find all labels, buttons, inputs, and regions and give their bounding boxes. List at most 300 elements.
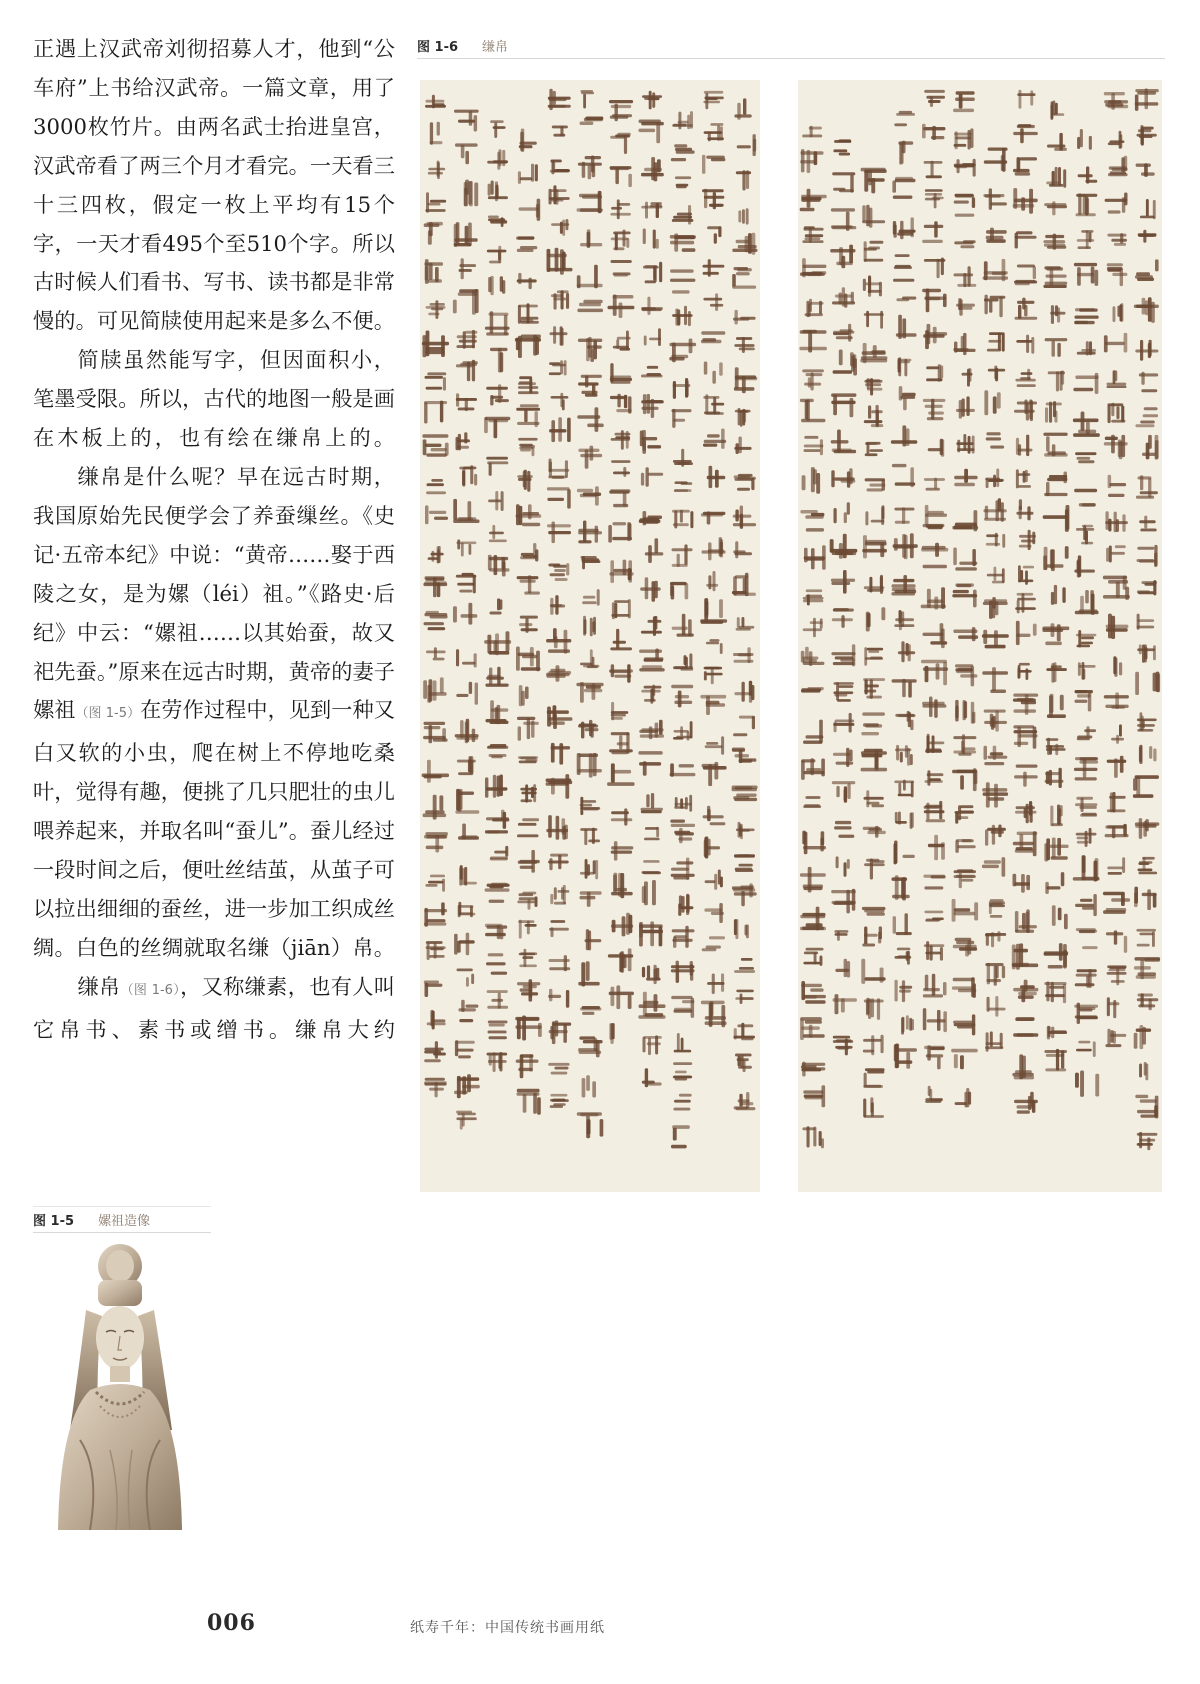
ink-glyph — [734, 958, 755, 973]
ink-glyph — [486, 384, 509, 405]
ink-glyph — [732, 748, 757, 764]
ink-glyph — [924, 1045, 945, 1069]
ink-glyph — [984, 710, 1007, 732]
ink-glyph — [704, 903, 724, 923]
ink-glyph — [1075, 690, 1094, 712]
ink-glyph — [1134, 887, 1157, 911]
ink-glyph — [424, 611, 448, 630]
ink-glyph — [582, 589, 600, 606]
ink-glyph — [609, 985, 634, 1009]
ink-glyph — [802, 126, 822, 138]
ink-glyph — [895, 980, 913, 1002]
ink-glyph — [456, 432, 471, 450]
ink-glyph — [701, 331, 725, 343]
ink-glyph — [834, 930, 848, 941]
ink-glyph — [892, 679, 917, 698]
ink-glyph — [611, 460, 630, 477]
ink-glyph — [670, 763, 696, 776]
ink-glyph — [922, 697, 946, 718]
ink-glyph — [549, 920, 569, 937]
ink-glyph — [860, 343, 887, 363]
ink-glyph — [702, 936, 725, 951]
ink-glyph — [985, 931, 1006, 947]
ink-glyph — [613, 331, 631, 351]
ink-glyph — [734, 854, 755, 872]
ink-glyph — [671, 409, 691, 428]
ink-glyph — [1051, 585, 1066, 605]
ink-glyph — [894, 1044, 917, 1069]
ink-glyph — [1107, 403, 1125, 423]
ink-glyph — [1078, 166, 1098, 183]
ink-glyph — [1018, 565, 1034, 585]
ink-glyph — [516, 504, 542, 526]
ink-glyph — [576, 682, 603, 703]
ink-glyph — [453, 499, 479, 523]
ink-glyph — [1073, 412, 1100, 437]
ink-glyph — [1103, 892, 1130, 914]
ink-glyph — [1044, 982, 1066, 1004]
figure-1-6-title: 缣帛 — [482, 40, 509, 55]
ink-glyph — [894, 254, 912, 269]
ink-glyph — [953, 91, 975, 112]
ink-glyph — [1134, 297, 1159, 323]
ink-glyph — [893, 279, 916, 302]
ink-glyph — [701, 1001, 727, 1028]
ink-glyph — [672, 111, 693, 129]
running-footer-book-title: 纸寿千年：中国传统书画用纸 — [410, 1620, 605, 1636]
ink-glyph — [984, 390, 1000, 415]
ink-glyph — [1043, 266, 1067, 288]
ink-glyph — [864, 378, 882, 395]
ink-glyph — [800, 399, 826, 422]
ink-glyph — [831, 430, 856, 454]
ink-glyph — [1044, 838, 1068, 862]
ink-glyph — [892, 464, 915, 487]
ink-glyph — [1075, 894, 1097, 916]
ink-glyph — [707, 466, 726, 488]
ink-glyph — [639, 511, 662, 525]
ink-glyph — [861, 959, 885, 984]
ink-glyph — [833, 139, 851, 155]
ink-glyph — [831, 393, 856, 417]
ink-glyph — [925, 189, 944, 208]
ink-glyph — [1105, 824, 1129, 838]
ink-glyph — [861, 168, 887, 194]
ink-glyph — [1073, 373, 1098, 394]
ink-glyph — [1046, 167, 1066, 188]
ink-glyph — [550, 160, 570, 175]
paragraph-4-text-a: 缣帛 — [77, 973, 121, 999]
paragraph-2: 简牍虽然能写字，但因面积小，笔墨受限。所以，古代的地图一般是画在木板上的，也有绘在缣帛上的。 — [33, 347, 395, 451]
ink-glyph — [898, 141, 913, 165]
ink-glyph — [611, 230, 631, 251]
ink-glyph — [1074, 489, 1097, 507]
ink-glyph — [490, 348, 508, 373]
ink-glyph — [1140, 199, 1156, 219]
ink-glyph — [864, 575, 885, 594]
ink-glyph — [800, 867, 826, 893]
ink-glyph — [673, 449, 693, 467]
ink-glyph — [802, 369, 824, 390]
body-text-column — [33, 30, 395, 1050]
ink-glyph — [984, 148, 1008, 172]
ink-glyph — [430, 122, 443, 145]
ink-glyph — [1135, 340, 1158, 361]
ink-glyph — [733, 1023, 755, 1041]
ink-glyph — [578, 1036, 603, 1057]
ink-glyph — [1107, 756, 1127, 778]
ink-glyph — [517, 273, 537, 289]
ink-glyph — [1104, 435, 1128, 460]
ink-glyph — [898, 641, 915, 662]
ink-glyph — [1042, 623, 1069, 645]
ink-glyph — [1076, 525, 1094, 545]
ink-glyph — [1016, 335, 1034, 354]
ink-glyph — [641, 202, 662, 219]
ink-glyph — [831, 570, 855, 594]
ink-glyph — [580, 117, 604, 126]
ink-glyph — [485, 810, 509, 834]
ink-glyph — [519, 129, 537, 153]
ink-glyph — [454, 933, 475, 956]
ink-glyph — [546, 665, 571, 682]
ink-glyph — [1103, 576, 1130, 600]
ink-glyph — [700, 695, 726, 715]
ink-glyph — [800, 1017, 825, 1040]
ink-glyph — [456, 573, 477, 593]
ink-glyph — [610, 363, 632, 384]
ink-glyph — [734, 437, 751, 455]
ink-glyph — [1013, 725, 1037, 749]
ink-glyph — [800, 258, 827, 277]
ink-glyph — [643, 262, 662, 284]
ink-glyph — [892, 177, 915, 199]
ink-glyph — [893, 217, 916, 239]
ink-glyph — [457, 969, 475, 987]
ink-glyph — [954, 869, 977, 888]
ink-glyph — [1137, 993, 1159, 1010]
ink-glyph — [801, 1062, 825, 1077]
ink-glyph — [735, 1054, 752, 1073]
ink-glyph — [1014, 265, 1037, 286]
ink-glyph — [422, 434, 448, 457]
ink-glyph — [836, 856, 850, 876]
ink-glyph — [458, 902, 476, 918]
ink-glyph — [922, 289, 946, 313]
ink-glyph — [736, 822, 755, 840]
ink-glyph — [1074, 555, 1095, 577]
silk-manuscript-panel-right — [798, 80, 1162, 1192]
ink-glyph — [577, 1112, 604, 1138]
ink-glyph — [985, 963, 1005, 986]
ink-glyph — [487, 990, 509, 1009]
ink-glyph — [894, 780, 914, 798]
ink-glyph — [865, 478, 886, 491]
ink-glyph — [1136, 163, 1155, 177]
ink-glyph — [733, 647, 754, 663]
ink-glyph — [1013, 157, 1037, 176]
ink-glyph — [515, 335, 541, 359]
page-number: 006 — [207, 1610, 256, 1636]
ink-glyph — [954, 266, 977, 287]
ink-glyph — [1108, 475, 1127, 497]
ink-glyph — [1077, 230, 1095, 249]
ink-glyph — [702, 762, 727, 786]
ink-glyph — [549, 417, 571, 442]
ink-glyph — [986, 432, 1004, 448]
ink-glyph — [487, 149, 508, 170]
ink-glyph — [894, 111, 915, 126]
ink-glyph — [484, 417, 510, 438]
ink-glyph — [706, 639, 723, 654]
ink-glyph — [1077, 726, 1096, 740]
ink-glyph — [1075, 590, 1099, 615]
silk-manuscript-image-left — [420, 80, 760, 1192]
ink-glyph — [641, 366, 663, 378]
ink-glyph — [955, 700, 975, 724]
ink-glyph — [734, 919, 749, 939]
ink-glyph — [800, 907, 826, 931]
ink-glyph — [580, 1006, 601, 1015]
ink-glyph — [863, 275, 882, 297]
ink-glyph — [804, 436, 824, 455]
ink-glyph — [423, 795, 447, 820]
ink-glyph — [835, 959, 850, 978]
ink-glyph — [485, 883, 510, 903]
ink-glyph — [546, 774, 573, 799]
ink-glyph — [803, 1085, 825, 1107]
ink-glyph — [488, 216, 507, 228]
ink-glyph — [703, 91, 723, 109]
ink-glyph — [671, 1125, 690, 1148]
ink-glyph — [928, 439, 945, 457]
ink-glyph — [955, 664, 977, 686]
ink-glyph — [1142, 435, 1159, 460]
ink-glyph — [547, 487, 571, 508]
paragraph-3 — [33, 458, 395, 968]
ink-glyph — [1137, 644, 1156, 662]
ink-glyph — [801, 687, 824, 693]
ink-glyph — [895, 711, 915, 730]
ink-glyph — [924, 801, 946, 822]
ink-glyph — [639, 720, 664, 740]
ink-glyph — [802, 1126, 824, 1148]
silk-manuscript-image-right — [798, 80, 1162, 1192]
ink-glyph — [896, 315, 917, 339]
ink-glyph — [953, 333, 975, 355]
ink-glyph — [425, 95, 446, 109]
ink-glyph — [924, 941, 945, 961]
ink-glyph — [519, 949, 538, 967]
ink-glyph — [928, 835, 945, 861]
ink-glyph — [424, 832, 448, 852]
ink-glyph — [1015, 298, 1038, 320]
ink-glyph — [518, 920, 537, 939]
ink-glyph — [1076, 630, 1097, 648]
ink-glyph — [987, 567, 1005, 584]
ink-glyph — [1075, 969, 1097, 988]
ink-glyph — [611, 430, 631, 450]
ink-glyph — [703, 259, 725, 277]
ink-glyph — [800, 510, 824, 532]
ink-glyph — [673, 1094, 691, 1111]
ink-glyph — [952, 768, 977, 791]
ink-glyph — [1046, 662, 1067, 683]
ink-glyph — [701, 511, 726, 524]
ink-glyph — [956, 396, 975, 418]
ink-glyph — [672, 205, 694, 225]
ink-glyph — [703, 394, 724, 415]
ink-glyph — [834, 502, 850, 523]
ink-glyph — [1050, 101, 1064, 121]
ink-glyph — [490, 598, 503, 614]
ink-glyph — [831, 468, 855, 488]
ink-glyph — [891, 425, 917, 446]
ink-glyph — [459, 258, 477, 279]
ink-glyph — [551, 219, 569, 236]
ink-glyph — [923, 974, 947, 998]
figure-1-5-label: 图 1-5 — [33, 1214, 75, 1229]
ink-glyph — [639, 649, 665, 672]
ink-glyph — [547, 522, 571, 544]
ink-glyph — [642, 91, 662, 110]
ink-glyph — [956, 298, 975, 316]
ink-glyph — [644, 328, 661, 346]
ink-glyph — [984, 746, 1008, 766]
ink-glyph — [901, 1015, 914, 1034]
ink-glyph — [983, 188, 1007, 210]
ink-glyph — [549, 1020, 572, 1044]
ink-glyph — [925, 1086, 943, 1103]
ink-glyph — [830, 245, 855, 269]
ink-glyph — [1014, 1092, 1038, 1114]
ink-glyph — [671, 144, 695, 161]
ink-glyph — [1012, 943, 1038, 969]
ink-glyph — [736, 170, 751, 190]
ink-glyph — [1015, 593, 1036, 614]
ink-glyph — [1046, 738, 1066, 756]
ink-glyph — [923, 324, 947, 349]
ink-glyph — [424, 222, 443, 245]
ink-glyph — [801, 981, 826, 1004]
ink-glyph — [1044, 201, 1067, 215]
ink-glyph — [924, 478, 945, 491]
ink-glyph — [642, 965, 661, 984]
ink-glyph — [487, 246, 507, 264]
paragraph-4-text-b: ，又称缣素，也有人叫它帛书、素书或缯书。缣帛大约 — [33, 973, 395, 1042]
ink-glyph — [425, 192, 446, 213]
ink-glyph — [424, 902, 447, 926]
statue-drawing — [40, 1240, 200, 1530]
ink-glyph — [609, 489, 630, 507]
ink-glyph — [985, 1031, 1003, 1051]
ink-glyph — [803, 948, 823, 966]
ink-glyph — [1013, 188, 1038, 214]
ink-glyph — [831, 208, 856, 231]
ink-glyph — [673, 653, 693, 670]
ink-glyph — [863, 678, 885, 699]
ink-glyph — [1137, 712, 1157, 731]
ink-glyph — [611, 913, 633, 937]
ink-glyph — [670, 269, 695, 293]
ink-glyph — [1134, 957, 1160, 979]
ink-glyph — [453, 603, 477, 625]
ink-glyph — [988, 366, 1005, 382]
ink-glyph — [803, 618, 823, 638]
ink-glyph — [516, 1054, 539, 1078]
ink-glyph — [515, 1016, 542, 1041]
ink-glyph — [899, 386, 916, 410]
ink-glyph — [925, 734, 944, 753]
figure-1-6-label: 图 1-6 — [417, 40, 459, 55]
ink-glyph — [864, 405, 884, 427]
ink-glyph — [1048, 370, 1065, 391]
ink-glyph — [801, 647, 825, 666]
ink-glyph — [1013, 874, 1031, 893]
ink-glyph — [1075, 1071, 1099, 1097]
ink-glyph — [894, 507, 914, 524]
ink-glyph — [1137, 580, 1157, 595]
ink-glyph — [517, 1089, 541, 1115]
ink-glyph — [1013, 831, 1038, 856]
ink-glyph — [675, 176, 691, 188]
ink-glyph — [861, 749, 888, 772]
ink-glyph — [702, 189, 724, 210]
ink-glyph — [607, 763, 635, 785]
ink-glyph — [518, 756, 538, 763]
ink-glyph — [518, 164, 538, 184]
ink-glyph — [1075, 797, 1097, 817]
ink-glyph — [1078, 662, 1096, 680]
ink-glyph — [455, 143, 478, 164]
ink-glyph — [580, 797, 601, 815]
ink-glyph — [426, 647, 446, 660]
ink-glyph — [1104, 333, 1127, 353]
ink-glyph — [802, 831, 826, 855]
ink-glyph — [1045, 872, 1064, 894]
ink-glyph — [1136, 929, 1156, 947]
ink-glyph — [833, 350, 857, 376]
ink-glyph — [1107, 233, 1127, 246]
ink-glyph — [1106, 614, 1129, 639]
ink-glyph — [1106, 545, 1126, 562]
ink-glyph — [488, 276, 505, 295]
ink-glyph — [549, 955, 571, 971]
ink-glyph — [1133, 775, 1159, 798]
ink-glyph — [862, 205, 885, 228]
ink-glyph — [640, 577, 661, 601]
ink-glyph — [832, 172, 855, 192]
ink-glyph — [923, 623, 948, 648]
ink-glyph — [577, 265, 603, 289]
figure-1-6-caption — [417, 36, 1165, 59]
ink-glyph — [953, 734, 976, 756]
ink-glyph — [953, 548, 977, 571]
ink-glyph — [427, 1010, 446, 1030]
ink-glyph — [547, 248, 573, 275]
ink-glyph — [643, 229, 659, 249]
ink-glyph — [674, 1033, 692, 1052]
ink-glyph — [673, 378, 691, 399]
ink-glyph — [863, 1068, 884, 1088]
ink-glyph — [735, 408, 751, 427]
ink-glyph — [548, 1063, 569, 1075]
ink-glyph — [1105, 511, 1128, 532]
ink-glyph — [866, 607, 886, 631]
ink-glyph — [892, 875, 910, 900]
ink-glyph — [641, 157, 664, 181]
ink-glyph — [488, 181, 508, 202]
